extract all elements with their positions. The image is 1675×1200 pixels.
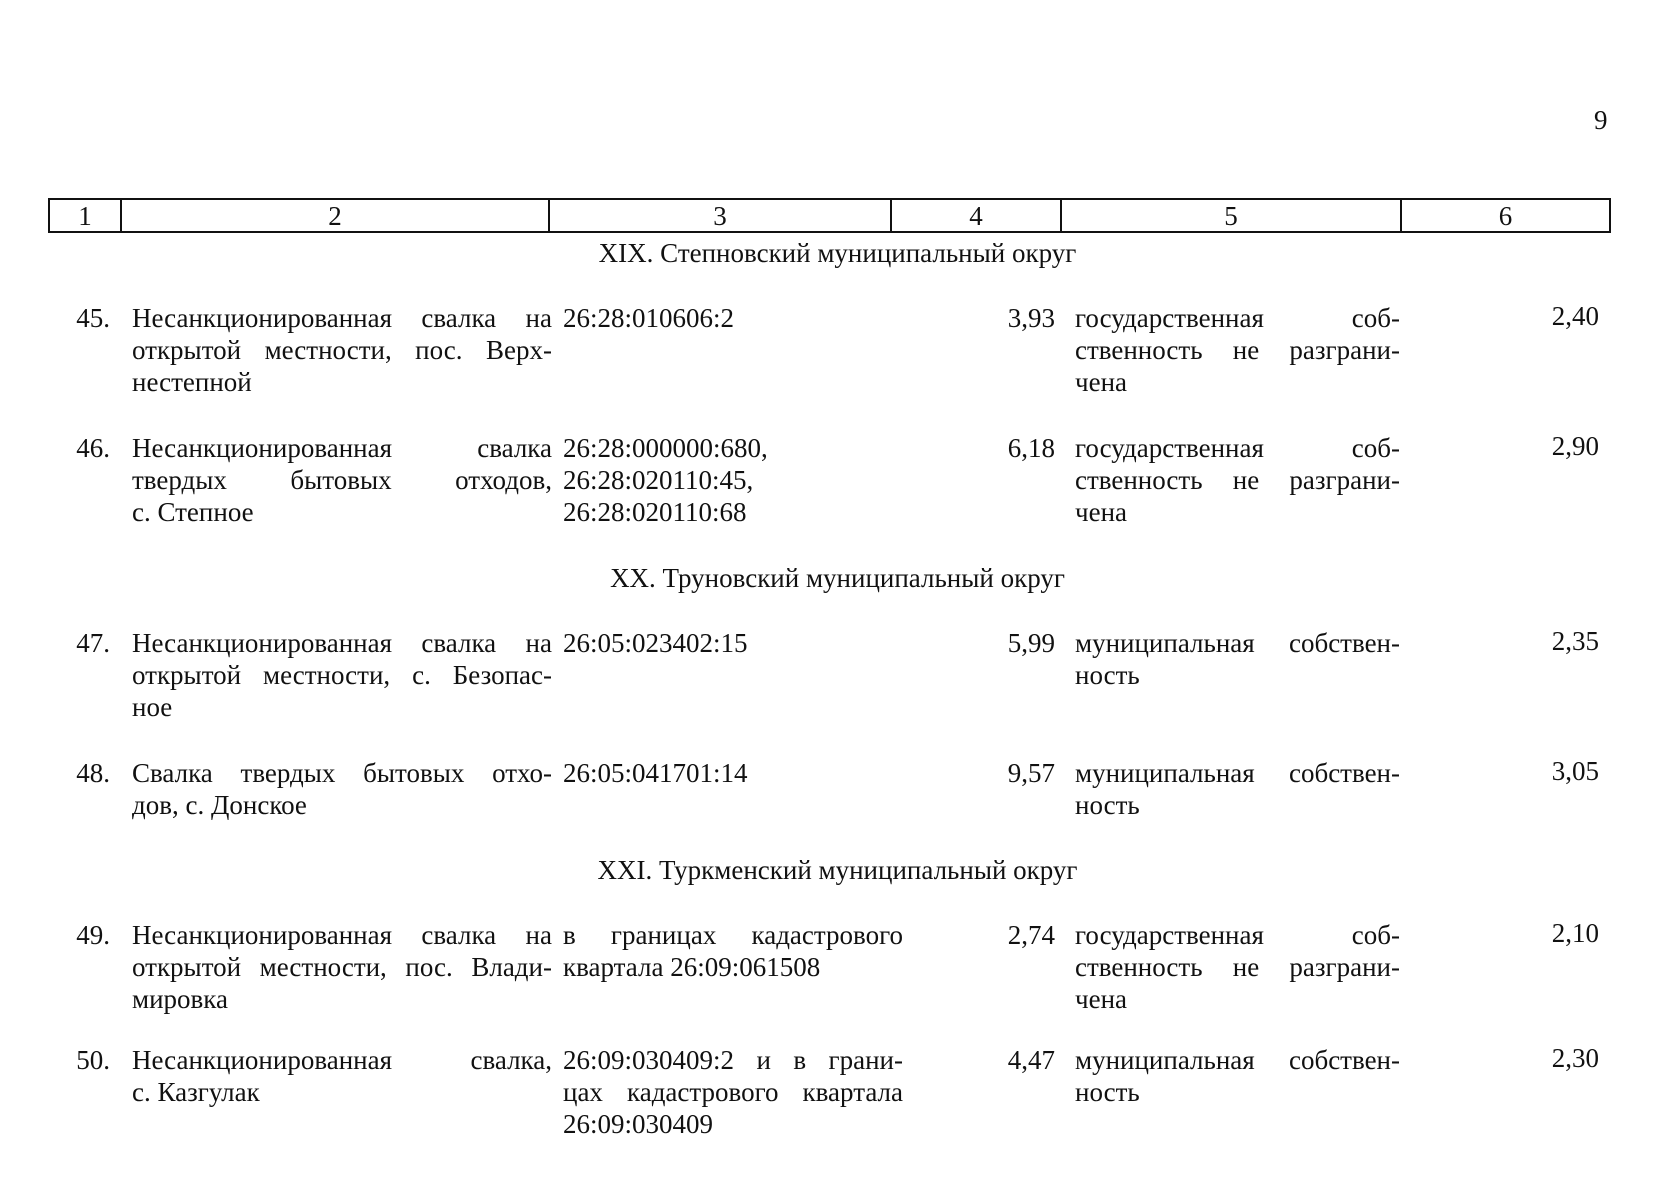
cadastral-number: 26:09:030409:2 и в грани- цах кадастрового квартала 26:09:030409 bbox=[563, 1045, 903, 1139]
area-value: 2,74 bbox=[1007, 920, 1055, 950]
object-name: Несанкционированная свалка, с. Казгулак bbox=[132, 1045, 552, 1107]
cadastral-number: 26:05:023402:15 bbox=[563, 628, 748, 658]
cadastral-number: в границах кадастрового квартала 26:09:061508 bbox=[563, 920, 903, 982]
column-number-5: 5 bbox=[1061, 199, 1401, 232]
cadastral-number: 26:28:000000:680, 26:28:020110:45, 26:28:020110:68 bbox=[563, 433, 768, 527]
object-name: Несанкционированная свалка твердых бытовых отходов, с. Степное bbox=[132, 433, 552, 527]
ownership-type: государственная соб- ственность не разграни- чена bbox=[1075, 920, 1400, 1014]
ownership-type: государственная соб- ственность не разграни- чена bbox=[1075, 433, 1400, 527]
area-value: 9,57 bbox=[1007, 758, 1055, 788]
column-number-1: 1 bbox=[49, 199, 121, 232]
page-number: 9 bbox=[1594, 105, 1608, 135]
area-value: 3,93 bbox=[1007, 303, 1055, 333]
section-title: XXI. Туркменский муниципальный округ bbox=[597, 855, 1078, 885]
row-number: 45. bbox=[76, 303, 110, 333]
row-number: 47. bbox=[76, 628, 110, 658]
ownership-type: государственная соб- ственность не разграни- чена bbox=[1075, 303, 1400, 397]
ownership-type: муниципальная собствен- ность bbox=[1075, 758, 1400, 820]
score-value: 2,40 bbox=[1551, 301, 1599, 331]
column-number-6: 6 bbox=[1401, 199, 1610, 232]
row-number: 48. bbox=[76, 758, 110, 788]
section-title: XX. Труновский муниципальный округ bbox=[610, 563, 1065, 593]
column-header-row bbox=[48, 198, 1611, 233]
score-value: 2,10 bbox=[1551, 918, 1599, 948]
score-value: 3,05 bbox=[1551, 756, 1599, 786]
row-number: 46. bbox=[76, 433, 110, 463]
column-number-4: 4 bbox=[891, 199, 1061, 232]
object-name: Несанкционированная свалка на открытой местности, пос. Верх- нестепной bbox=[132, 303, 552, 397]
object-name: Свалка твердых бытовых отхо- дов, с. Донское bbox=[132, 758, 552, 820]
object-name: Несанкционированная свалка на открытой местности, пос. Влади- мировка bbox=[132, 920, 552, 1014]
object-name: Несанкционированная свалка на открытой местности, с. Безопас- ное bbox=[132, 628, 552, 722]
section-title: XIX. Степновский муниципальный округ bbox=[598, 238, 1077, 268]
score-value: 2,35 bbox=[1551, 626, 1599, 656]
score-value: 2,90 bbox=[1551, 431, 1599, 461]
cadastral-number: 26:05:041701:14 bbox=[563, 758, 748, 788]
cadastral-number: 26:28:010606:2 bbox=[563, 303, 735, 333]
column-number-2: 2 bbox=[121, 199, 549, 232]
column-number-3: 3 bbox=[549, 199, 891, 232]
row-number: 50. bbox=[76, 1045, 110, 1075]
ownership-type: муниципальная собствен- ность bbox=[1075, 1045, 1400, 1107]
score-value: 2,30 bbox=[1551, 1043, 1599, 1073]
area-value: 4,47 bbox=[1007, 1045, 1055, 1075]
row-number: 49. bbox=[76, 920, 110, 950]
ownership-type: муниципальная собствен- ность bbox=[1075, 628, 1400, 690]
area-value: 6,18 bbox=[1007, 433, 1055, 463]
area-value: 5,99 bbox=[1007, 628, 1055, 658]
